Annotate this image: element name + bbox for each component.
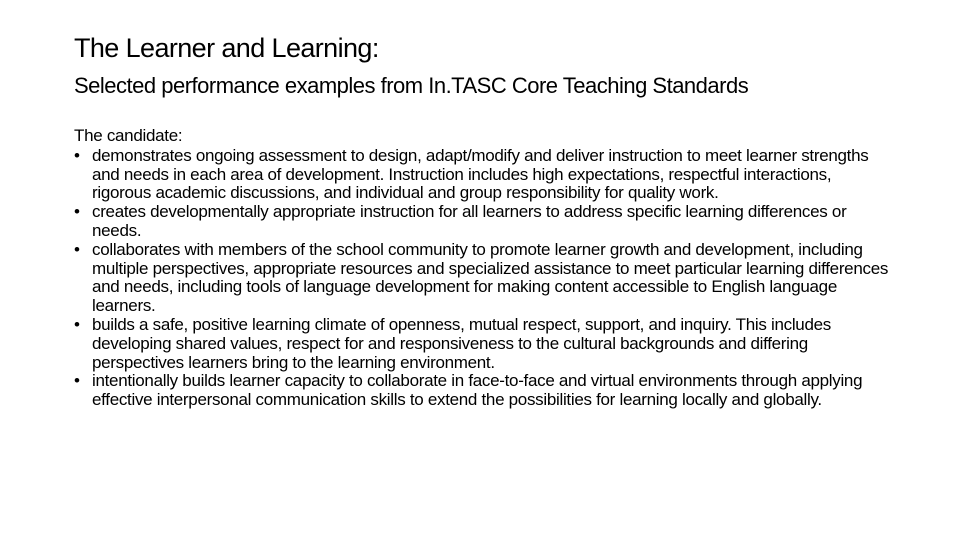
bullet-icon: • [74, 145, 80, 165]
slide-title: The Learner and Learning: [74, 33, 379, 63]
intro-text: The candidate: [74, 126, 183, 145]
bullet-icon: • [74, 371, 80, 391]
bullet-icon: • [74, 239, 80, 259]
list-item [74, 147, 894, 203]
bullet-text: intentionally builds learner capacity to collaborate in face-to-face and virtual environments through applying effective interpersonal communication skills to extend the possibilities for learning locally and globally. [92, 371, 863, 410]
bullet-text: builds a safe, positive learning climate of openness, mutual respect, support, and inquiry. This includes developing shared values, respect for and responsiveness to the cultural backgrounds and differing perspectives learners bring to the learning environment. [92, 314, 831, 372]
list-item [74, 372, 894, 410]
list-item [74, 203, 894, 241]
list-item [74, 241, 894, 316]
slide-body [74, 127, 894, 410]
list-item [74, 316, 894, 372]
bullet-text: creates developmentally appropriate instruction for all learners to address specific learning differences or needs. [92, 202, 847, 240]
bullet-text: collaborates with members of the school community to promote learner growth and development, including multiple perspectives, appropriate resources and specialized assistance to meet particular learning differences and needs, including tools of language development for making content accessible to English language learners. [92, 239, 889, 316]
bullet-icon: • [74, 314, 80, 334]
slide-subtitle: Selected performance examples from In.TASC Core Teaching Standards [74, 73, 749, 98]
bullet-icon: • [74, 202, 80, 222]
bullet-list [74, 147, 894, 410]
bullet-text: demonstrates ongoing assessment to design, adapt/modify and deliver instruction to meet learner strengths and needs in each area of development. Instruction includes high expectations, respectful interactions, rigorous academic discussions, and individual and group responsibility for quality work. [92, 145, 869, 203]
